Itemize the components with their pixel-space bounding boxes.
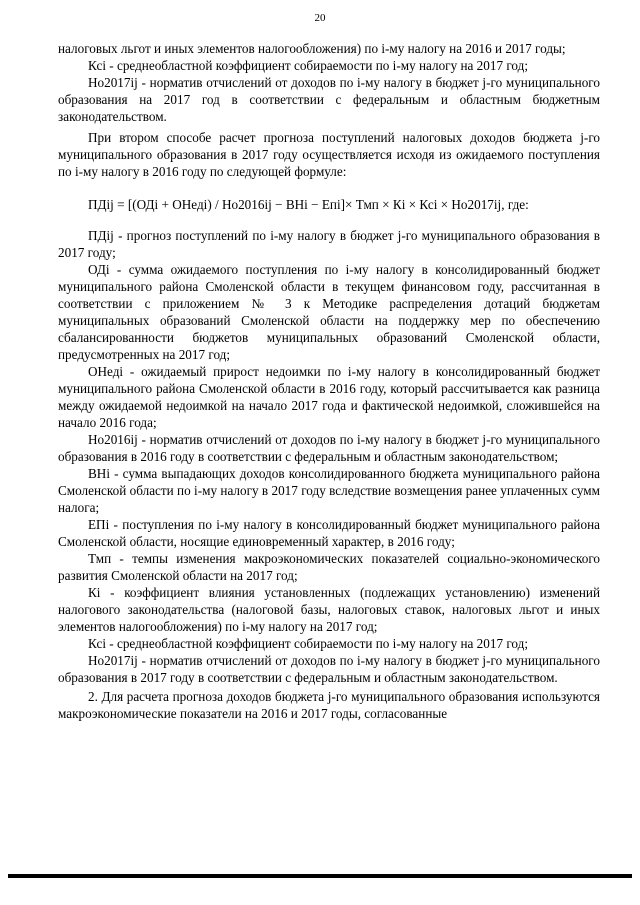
paragraph: Кi - коэффициент влияния установленных (подлежащих установлению) изменений налогового законодательства (налоговой базы, налоговых ставок, налоговых льгот и иных элементов налогообложения) по i-му налогу на 2017 год; bbox=[58, 585, 600, 634]
paragraph: Но2017ij - норматив отчислений от доходов по i-му налогу в бюджет j-го муниципального образования в 2017 году в соответствии с федеральным и областным законодательством. bbox=[58, 653, 600, 685]
paragraph: Ксi - среднеобластной коэффициент собираемости по i-му налогу на 2017 год; bbox=[88, 636, 529, 651]
page-bottom-rule bbox=[8, 874, 632, 878]
paragraph: 2. Для расчета прогноза доходов бюджета j-го муниципального образования используются макроэкономические показатели на 2016 и 2017 годы, согласованные bbox=[58, 689, 600, 721]
paragraph: ПДij - прогноз поступлений по i-му налогу в бюджет j-го муниципального образования в 2017 году; bbox=[58, 228, 600, 260]
page-number: 20 bbox=[314, 12, 326, 24]
paragraph: Но2016ij - норматив отчислений от доходов по i-му налогу в бюджет j-го муниципального образования в 2016 году в соответствии с федеральным и областным законодательством; bbox=[58, 432, 600, 464]
paragraph: налоговых льгот и иных элементов налогообложения) по i-му налогу на 2016 и 2017 годы; bbox=[58, 41, 566, 56]
paragraph: При втором способе расчет прогноза поступлений налоговых доходов бюджета j-го муниципального образования в 2017 году осуществляется исходя из ожидаемого поступления по i-му налогу в 2016 году по следующей формуле: bbox=[58, 130, 600, 179]
document-body bbox=[58, 40, 600, 722]
paragraph: Ксi - среднеобластной коэффициент собираемости по i-му налогу на 2017 год; bbox=[88, 58, 529, 73]
paragraph: Но2017ij - норматив отчислений от доходов по i-му налогу в бюджет j-го муниципального образования на 2017 год в соответствии с федеральным и областным бюджетным законодательством. bbox=[58, 75, 600, 124]
paragraph: ЕПi - поступления по i-му налогу в консолидированный бюджет муниципального района Смоленской области, носящие единовременный характер, в 2016 году; bbox=[58, 517, 600, 549]
paragraph: ВНi - сумма выпадающих доходов консолидированного бюджета муниципального района Смоленской области по i-му налогу в 2017 году вследствие возмещения ранее уплаченных сумм налога; bbox=[58, 466, 600, 515]
formula: ПДij = [(ОДi + ОНедi) / Но2016ij − ВНi − Епi]× Тмп × Кi × Ксi × Но2017ij, где: bbox=[88, 197, 529, 212]
paragraph: Тмп - темпы изменения макроэкономических показателей социально-экономического развития Смоленской области на 2017 год; bbox=[58, 551, 600, 583]
paragraph: ОДi - сумма ожидаемого поступления по i-му налогу в консолидированный бюджет муниципального района Смоленской области в текущем финансовом году, рассчитанная в соответствии с приложением № 3 к Методике распределения дотаций бюджетам муниципальных образований Смоленской области на поддержку мер по обеспечению сбалансированности бюджетов муниципальных образований Смоленской области, предусмотренных на 2017 год; bbox=[58, 262, 600, 362]
paragraph: ОНедi - ожидаемый прирост недоимки по i-му налогу в консолидированный бюджет муниципального района Смоленской области в 2016 году, который рассчитывается как разница между ожидаемой недоимкой на начало 2017 года и фактической недоимкой, сложившейся на начало 2016 года; bbox=[58, 364, 600, 430]
